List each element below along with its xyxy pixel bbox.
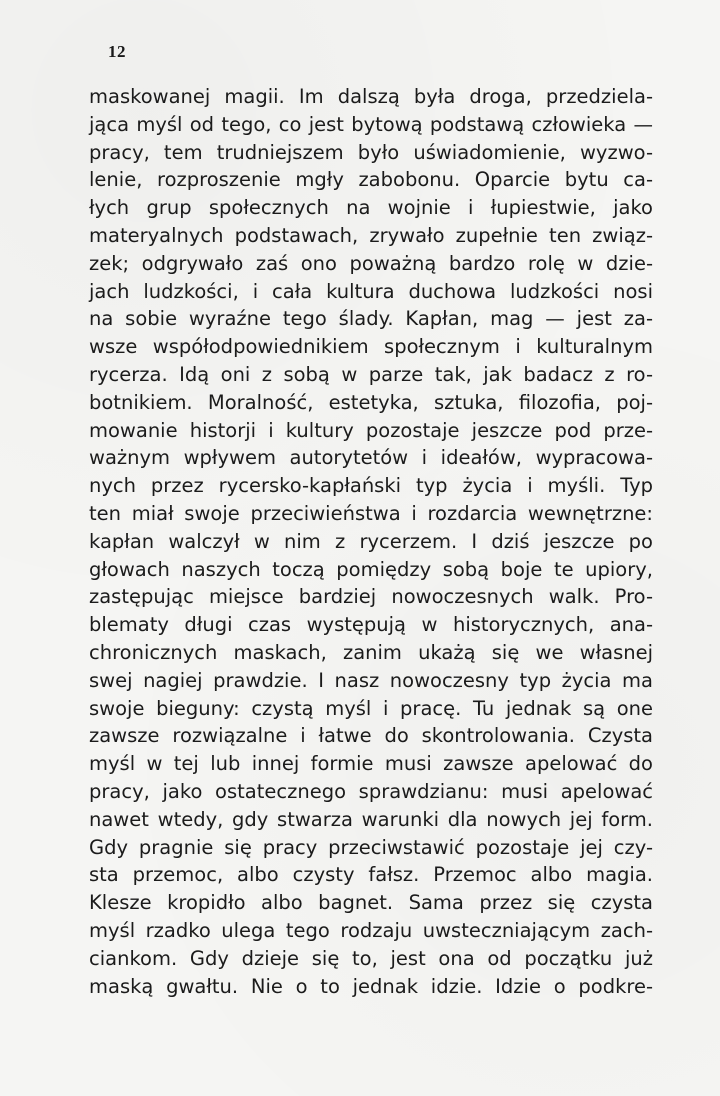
text-line-3: pracy, tem trudniejszem było uświadomienie, wyzwo- bbox=[89, 140, 653, 164]
text-line-6: materyalnych podstawach, zrywało zupełnie ten związ- bbox=[89, 223, 653, 247]
text-line-24: zawsze rozwiązalne i łatwe do skontrolowania. Czysta bbox=[89, 724, 653, 748]
text-line-29: sta przemoc, albo czysty fałsz. Przemoc albo magia. bbox=[89, 863, 653, 887]
text-line-20: blematy długi czas występują w historycznych, ana- bbox=[89, 613, 653, 637]
text-line-21: chronicznych maskach, zanim ukażą się we własnej bbox=[89, 640, 653, 664]
text-line-10: wsze współodpowiednikiem społecznym i kulturalnym bbox=[89, 335, 653, 359]
text-line-12: botnikiem. Moralność, estetyka, sztuka, filozofia, poj- bbox=[89, 390, 653, 414]
text-line-18: głowach naszych toczą pomiędzy sobą boje te upiory, bbox=[89, 557, 653, 581]
text-line-5: łych grup społecznych na wojnie i łupiestwie, jako bbox=[89, 196, 653, 220]
text-line-31: myśl rzadko ulega tego rodzaju uwsteczniającym zach- bbox=[89, 918, 653, 942]
text-line-30: Klesze kropidło albo bagnet. Sama przez się czysta bbox=[89, 891, 653, 915]
text-line-16: ten miał swoje przeciwieństwa i rozdarcia wewnętrzne: bbox=[89, 501, 653, 525]
text-line-15: nych przez rycersko-kapłański typ życia i myśli. Typ bbox=[89, 474, 653, 498]
text-line-1: maskowanej magii. Im dalszą była droga, przedziela- bbox=[89, 85, 653, 108]
text-line-32: ciankom. Gdy dzieje się to, jest ona od początku już bbox=[89, 946, 653, 970]
text-line-11: rycerza. Idą oni z sobą w parze tak, jak badacz z ro- bbox=[89, 362, 653, 386]
text-line-33: maską gwałtu. Nie o to jednak idzie. Idzie o podkre- bbox=[89, 974, 653, 998]
text-line-23: swoje bieguny: czystą myśl i pracę. Tu jednak są one bbox=[89, 696, 653, 720]
text-line-4: lenie, rozproszenie mgły zabobonu. Oparcie bytu ca- bbox=[89, 168, 653, 192]
body-text bbox=[89, 83, 653, 1000]
text-line-28: Gdy pragnie się pracy przeciwstawić pozostaje jej czy- bbox=[89, 835, 653, 859]
text-line-14: ważnym wpływem autorytetów i ideałów, wypracowa- bbox=[89, 446, 653, 470]
text-line-8: jach ludzkości, i cała kultura duchowa ludzkości nosi bbox=[89, 279, 653, 303]
text-line-13: mowanie historji i kultury pozostaje jeszcze pod prze- bbox=[89, 418, 653, 442]
text-line-2: jąca myśl od tego, co jest bytową podstawą człowieka — bbox=[89, 112, 653, 136]
text-line-26: pracy, jako ostatecznego sprawdzianu: musi apelować bbox=[89, 779, 653, 803]
text-line-7: zek; odgrywało zaś ono poważną bardzo rolę w dzie- bbox=[89, 251, 653, 275]
text-line-19: zastępując miejsce bardziej nowoczesnych walk. Pro- bbox=[89, 585, 653, 609]
text-line-25: myśl w tej lub innej formie musi zawsze apelować do bbox=[89, 752, 653, 776]
text-line-22: swej nagiej prawdzie. I nasz nowoczesny typ życia ma bbox=[89, 668, 653, 692]
text-line-9: na sobie wyraźne tego ślady. Kapłan, mag — jest za- bbox=[89, 307, 653, 331]
text-line-27: nawet wtedy, gdy stwarza warunki dla nowych jej form. bbox=[89, 807, 653, 831]
text-line-17: kapłan walczył w nim z rycerzem. I dziś jeszcze po bbox=[89, 529, 653, 553]
page-number: 12 bbox=[108, 42, 126, 61]
